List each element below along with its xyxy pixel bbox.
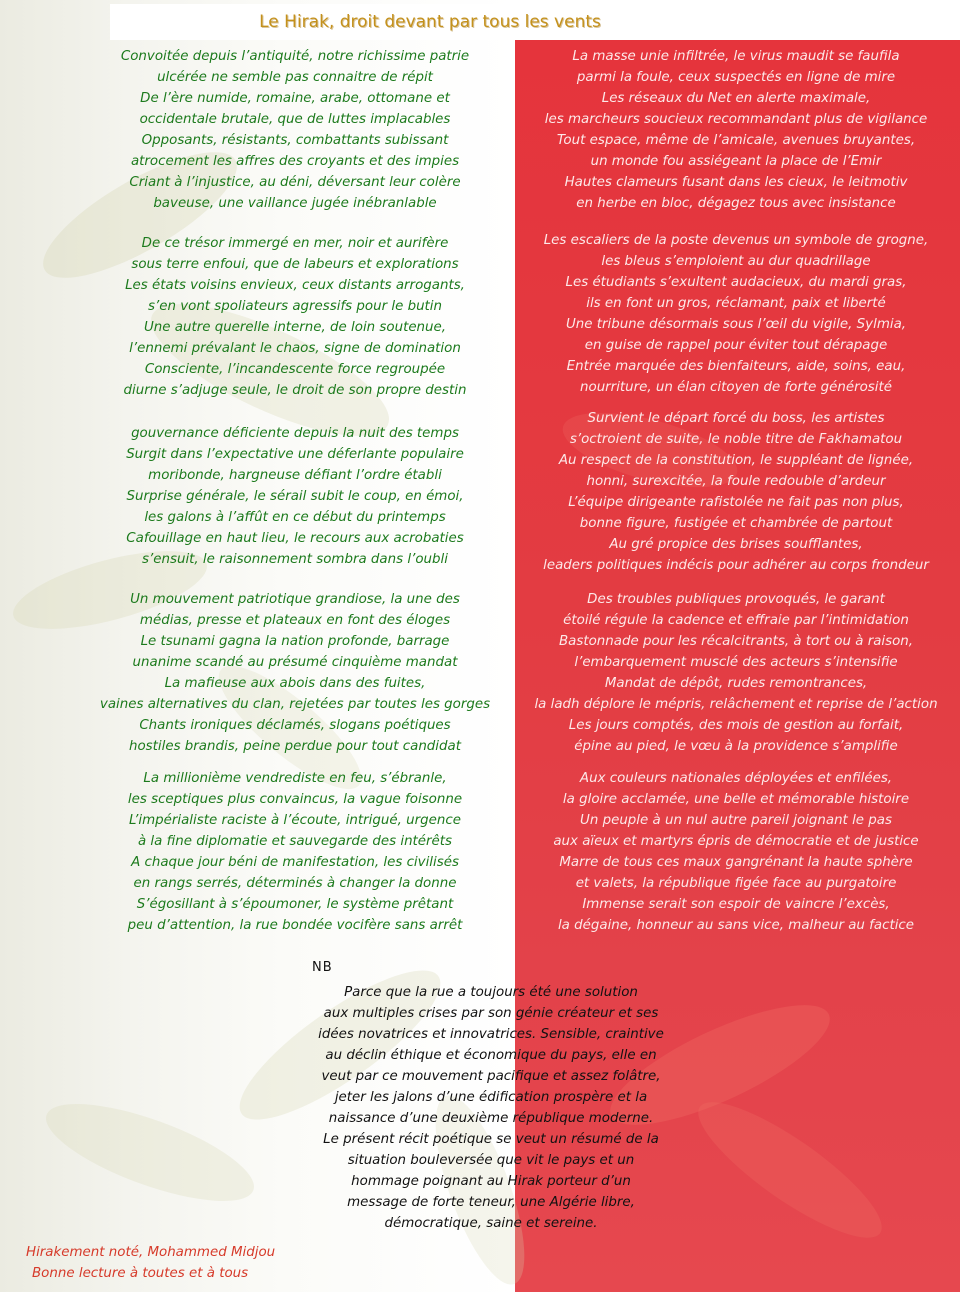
nb-line: démocratique, saine et sereine.	[384, 1216, 598, 1231]
poem-line: Hautes clameurs fusant dans les cieux, le leitmotiv	[564, 175, 908, 190]
poem-line: L’impérialiste raciste à l’écoute, intrigué, urgence	[129, 813, 461, 828]
poem-line: les galons à l’affût en ce début du printemps	[144, 510, 446, 525]
poem-line: De l’ère numide, romaine, arabe, ottomane et	[140, 91, 450, 106]
poem-line: Cafouillage en haut lieu, le recours aux acrobaties	[126, 531, 464, 546]
poem-line: en herbe en bloc, dégagez tous avec insistance	[576, 196, 896, 211]
poem-line: un monde fou assiégeant la place de l’Emir	[590, 154, 882, 169]
poem-line: en rangs serrés, déterminés à changer la donne	[133, 876, 457, 891]
nb-line: message de forte teneur, une Algérie libre,	[347, 1195, 635, 1210]
poem-line: Surgit dans l’expectative une déferlante populaire	[126, 447, 464, 462]
poem-line: en guise de rappel pour éviter tout dérapage	[584, 338, 888, 353]
poem-line: Consciente, l’incandescente force regroupée	[144, 362, 446, 377]
poem-line: s’ensuit, le raisonnement sombra dans l’oubli	[142, 552, 448, 567]
poem-line: Les jours comptés, des mois de gestion au forfait,	[568, 718, 904, 733]
right-stanza-5	[520, 768, 952, 936]
poem-line: Immense serait son espoir de vaincre l’excès,	[582, 897, 890, 912]
poem-line: Chants ironiques déclamés, slogans poétiques	[139, 718, 451, 733]
poem-line: peu d’attention, la rue bondée vocifère sans arrêt	[127, 918, 463, 933]
poem-line: La millionième vendrediste en feu, s’ébranle,	[143, 771, 447, 786]
poem-line: étoilé régule la cadence et effraie par l’intimidation	[563, 613, 909, 628]
poem-line: A chaque jour béni de manifestation, les civilisés	[131, 855, 459, 870]
poem-line: aux aïeux et martyrs épris de démocratie et de justice	[553, 834, 919, 849]
poem-line: Mandat de dépôt, rudes remontrances,	[604, 676, 868, 691]
poem-line: leaders politiques indécis pour adhérer au corps frondeur	[543, 558, 929, 573]
nb-line: Parce que la rue a toujours été une solution	[344, 985, 638, 1000]
poem-line: diurne s’adjuge seule, le droit de son propre destin	[123, 383, 467, 398]
poem-line: parmi la foule, ceux suspectés en ligne de mire	[576, 70, 896, 85]
page-title: Le Hirak, droit devant par tous les vents	[259, 12, 601, 32]
nb-note	[296, 982, 686, 1234]
poem-line: bonne figure, fustigée et chambrée de partout	[579, 516, 893, 531]
poem-line: Les étudiants s’exultent audacieux, du mardi gras,	[565, 275, 907, 290]
nb-line: hommage poignant au Hirak porteur d’un	[351, 1174, 631, 1189]
poem-line: Tout espace, même de l’amicale, avenues bruyantes,	[556, 133, 916, 148]
poem-line: Une tribune désormais sous l’œil du vigile, Sylmia,	[565, 317, 907, 332]
poem-line: médias, presse et plateaux en font des éloges	[139, 613, 451, 628]
poem-line: les bleus s’emploient au dur quadrillage	[601, 254, 871, 269]
poem-line: Les états voisins envieux, ceux distants arrogants,	[125, 278, 465, 293]
poem-line: gouvernance déficiente depuis la nuit des temps	[131, 426, 459, 441]
poem-line: De ce trésor immergé en mer, noir et aurifère	[141, 236, 449, 251]
left-stanza-5	[85, 768, 505, 936]
signature-author: Hirakement noté, Mohammed Midjou	[26, 1245, 276, 1260]
left-stanza-1	[85, 46, 505, 214]
right-stanza-1	[520, 46, 952, 214]
poem-line: les marcheurs soucieux recommandant plus de vigilance	[544, 112, 928, 127]
poem-line: ulcérée ne semble pas connaitre de répit	[157, 70, 433, 85]
poem-line: Convoitée depuis l’antiquité, notre richissime patrie	[120, 49, 470, 64]
right-stanza-4	[520, 589, 952, 757]
poem-line: unanime scandé au présumé cinquième mandat	[132, 655, 458, 670]
left-stanza-2	[85, 233, 505, 401]
poem-line: Un mouvement patriotique grandiose, la une des	[130, 592, 460, 607]
nb-line: veut par ce mouvement pacifique et assez folâtre,	[321, 1069, 661, 1084]
poem-line: Au gré propice des brises soufflantes,	[609, 537, 863, 552]
poem-line: Survient le départ forcé du boss, les artistes	[587, 411, 885, 426]
nb-line: naissance d’une deuxième république moderne.	[328, 1111, 654, 1126]
poem-line: Criant à l’injustice, au déni, déversant leur colère	[129, 175, 461, 190]
poem-line: atrocement les affres des croyants et des impies	[130, 154, 460, 169]
nb-line: situation bouleversée que vit le pays et un	[347, 1153, 635, 1168]
poem-line: nourriture, un élan citoyen de forte générosité	[580, 380, 892, 395]
signature-greeting: Bonne lecture à toutes et à tous	[32, 1266, 249, 1281]
poem-line: l’ennemi prévalant le chaos, signe de domination	[129, 341, 461, 356]
poem-line: les sceptiques plus convaincus, la vague foisonne	[127, 792, 463, 807]
poem-line: Des troubles publiques provoqués, le garant	[587, 592, 885, 607]
poem-line: et valets, la république figée face au purgatoire	[575, 876, 897, 891]
poem-line: Au respect de la constitution, le suppléant de lignée,	[558, 453, 914, 468]
poem-line: La mafieuse aux abois dans des fuites,	[164, 676, 426, 691]
poem-line: s’octroient de suite, le noble titre de Fakhamatou	[569, 432, 903, 447]
left-stanza-3	[85, 423, 505, 570]
poem-line: moribonde, hargneuse défiant l’ordre établi	[148, 468, 442, 483]
nb-line: Le présent récit poétique se veut un résumé de la	[323, 1132, 659, 1147]
poem-line: honni, surexcitée, la foule redouble d’ardeur	[586, 474, 886, 489]
poem-line: Bastonnade pour les récalcitrants, à tort ou à raison,	[558, 634, 914, 649]
poem-line: S’égosillant à s’époumoner, le système prêtant	[136, 897, 454, 912]
poem-line: baveuse, une vaillance jugée inébranlable	[153, 196, 437, 211]
nb-line: aux multiples crises par son génie créateur et ses	[323, 1006, 659, 1021]
poem-line: Aux couleurs nationales déployées et enfilées,	[579, 771, 893, 786]
poem-line: épine au pied, le vœu à la providence s’amplifie	[574, 739, 898, 754]
poem-line: Marre de tous ces maux gangrénant la haute sphère	[559, 855, 913, 870]
poem-line: Le tsunami gagna la nation profonde, barrage	[140, 634, 450, 649]
poem-line: à la fine diplomatie et sauvegarde des intérêts	[137, 834, 453, 849]
poem-line: la dégaine, honneur au sans vice, malheur au factice	[557, 918, 915, 933]
poem-line: ils en font un gros, réclamant, paix et liberté	[586, 296, 886, 311]
poem-line: Un peuple à un nul autre pareil joignant le pas	[580, 813, 892, 828]
poem-line: s’en vont spoliateurs agressifs pour le butin	[147, 299, 443, 314]
right-stanza-3	[520, 408, 952, 576]
poem-line: Les réseaux du Net en alerte maximale,	[601, 91, 871, 106]
poem-line: L’équipe dirigeante rafistolée ne fait pas non plus,	[568, 495, 904, 510]
poem-line: vaines alternatives du clan, rejetées par toutes les gorges	[99, 697, 491, 712]
poem-line: Une autre querelle interne, de loin soutenue,	[143, 320, 447, 335]
poem-line: occidentale brutale, que de luttes implacables	[139, 112, 451, 127]
poem-line: Entrée marquée des bienfaiteurs, aide, soins, eau,	[566, 359, 906, 374]
right-stanza-2	[520, 230, 952, 398]
poem-line: La masse unie infiltrée, le virus maudit se faufila	[572, 49, 900, 64]
poem-line: Opposants, résistants, combattants subissant	[141, 133, 449, 148]
nb-line: idées novatrices et innovatrices. Sensible, craintive	[318, 1027, 664, 1042]
poem-line: Surprise générale, le sérail subit le coup, en émoi,	[126, 489, 464, 504]
poem-line: la gloire acclamée, une belle et mémorable histoire	[562, 792, 910, 807]
nb-line: jeter les jalons d’une édification prospère et la	[334, 1090, 648, 1105]
poem-line: la ladh déplore le mépris, relâchement et reprise de l’action	[534, 697, 938, 712]
nb-line: au déclin éthique et économique du pays, elle en	[325, 1048, 657, 1063]
nb-label: NB	[312, 960, 333, 975]
poem-line: Les escaliers de la poste devenus un symbole de grogne,	[543, 233, 929, 248]
poem-line: l’embarquement musclé des acteurs s’intensifie	[574, 655, 898, 670]
poem-line: sous terre enfoui, que de labeurs et explorations	[131, 257, 459, 272]
poem-line: hostiles brandis, peine perdue pour tout candidat	[128, 739, 461, 754]
left-stanza-4	[85, 589, 505, 757]
